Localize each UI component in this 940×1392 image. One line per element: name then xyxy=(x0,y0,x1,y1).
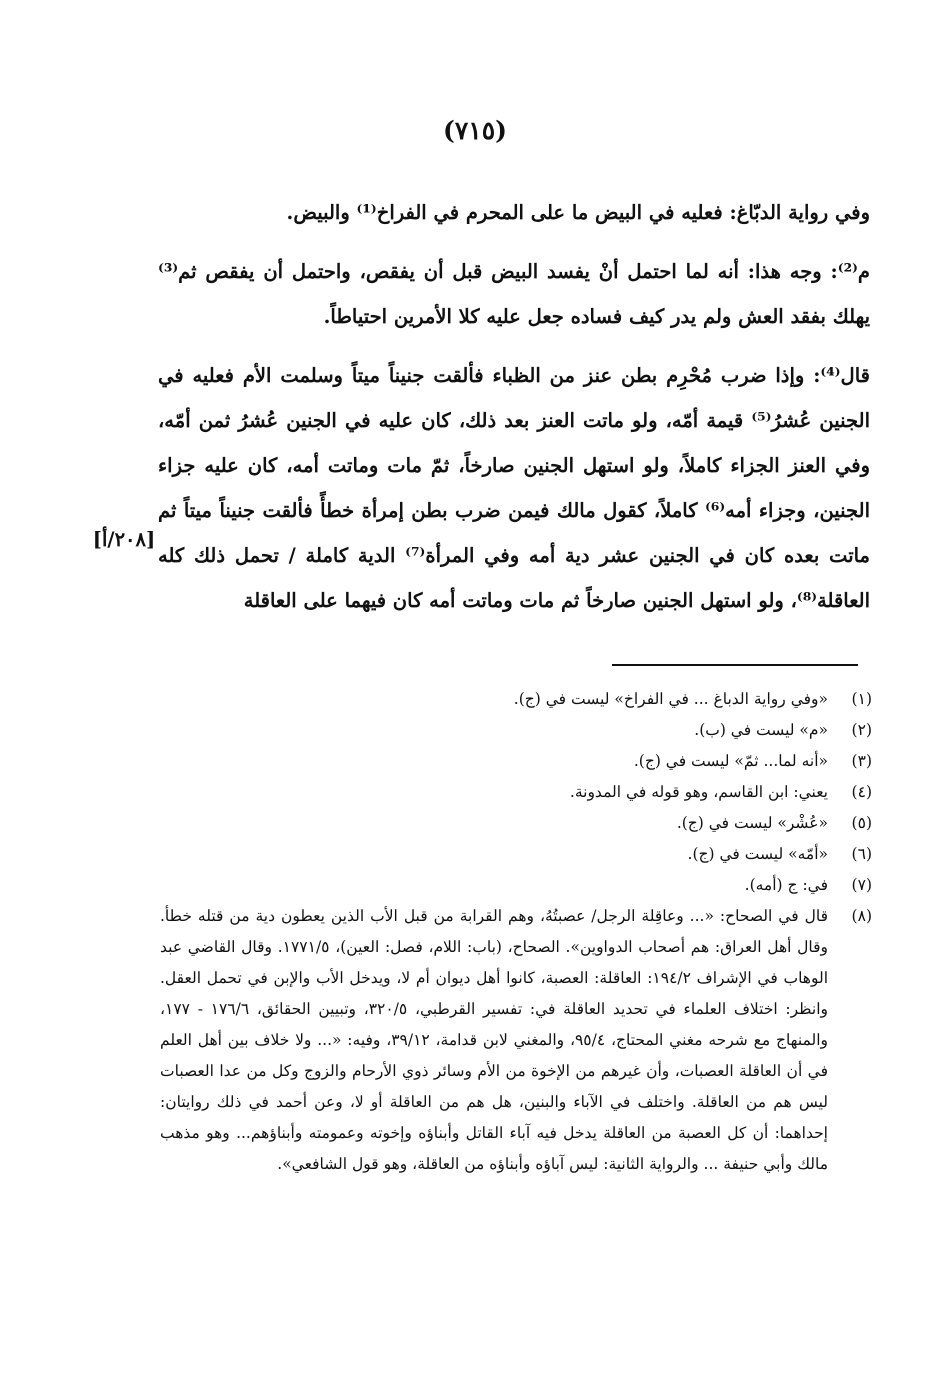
footnote-item xyxy=(160,870,872,901)
footnote-number: (٥) xyxy=(851,814,872,832)
footnote-text: «أمّه» ليست في (ج). xyxy=(687,845,828,863)
footnotes-list xyxy=(160,684,872,1180)
footnote-text: قال في الصحاح: «... وعاقِلة الرجل/ عصبتُهُ، وهم القرابة من قبل الأب الذين يعطون دية من قتله خطأ. وقال أهل العراق: هم أصحاب الدواوين». الصحاح، (باب: اللام، فصل: العين)، ١٧٧١/٥. وقال القاضي عبد الوهاب في الإشراف ١٩٤/٢: العاقلة: العصبة، كانوا أهل ديوان أم لا، ويدخل الأب والإبن في تحمل العقل. وانظر: اختلاف العلماء في تحديد العاقلة في: تفسير القرطبي، ٣٢٠/٥، وتبيين الحقائق، ١٧٦/٦ - ١٧٧، والمنهاج مع شرحه مغني المحتاج، ٩٥/٤، والمغني لابن قدامة، ٣٩/١٢، وفيه: «... ولا خلاف بين أهل العلم في أن العاقلة العصبات، وأن غيرهم من الإخوة من الأم وسائر ذوي الأرحام والزوج وكل من عدا العصبات ليس هم من العاقلة. واختلف في الآباء والبنين، هل هم من العاقلة أو لا، وعن أحمد في ذلك روايتان: إحداهما: أن كل العصبة من العاقلة يدخل فيه آباء القاتل وأبناؤه وإخوته وعمومته وأبناؤهم... وهو مذهب مالك وأبي حنيفة ... والرواية الثانية: ليس آباؤه وأبناؤه من العاقلة، وهو قول الشافعي». xyxy=(160,907,828,1173)
footnote-text: «عُشْر» ليست في (ج). xyxy=(676,814,828,832)
footnote-text: «أنه لما... ثمّ» ليست في (ج). xyxy=(633,752,828,770)
footnote-text: في: ج (أمه). xyxy=(744,876,828,894)
footnote-item xyxy=(160,839,872,870)
footnote-number: (٤) xyxy=(851,783,872,801)
footnote-number: (٣) xyxy=(851,752,872,770)
manuscript-folio-marker: [٢٠٨/أ] xyxy=(92,528,156,551)
footnote-number: (٨) xyxy=(851,907,872,925)
footnote-item xyxy=(160,777,872,808)
footnote-item xyxy=(160,684,872,715)
main-text-body xyxy=(158,190,870,623)
footnote-item xyxy=(160,808,872,839)
footnote-number: (١) xyxy=(851,690,872,708)
footnote-text: «وفي رواية الدباغ ... في الفراخ» ليست في (ج). xyxy=(513,690,828,708)
footnote-item xyxy=(160,746,872,777)
page-number: (٧١٥) xyxy=(443,116,507,145)
footnote-item xyxy=(160,715,872,746)
footnote-separator xyxy=(612,664,858,666)
footnote-text: يعني: ابن القاسم، وهو قوله في المدونة. xyxy=(569,783,828,801)
footnote-number: (٦) xyxy=(851,845,872,863)
footnote-number: (٢) xyxy=(851,721,872,739)
footnote-number: (٧) xyxy=(851,876,872,894)
footnote-text: «م» ليست في (ب). xyxy=(694,721,828,739)
paragraph-explanation: م⁽²⁾: وجه هذا: أنه لما احتمل أنْ يفسد البيض قبل أن يفقص، واحتمل أن يفقص ثم⁽³⁾ يهلك بفقد العش ولم يدر كيف فساده جعل عليه كلا الأمرين احتياطاً. xyxy=(158,260,870,328)
footnote-item xyxy=(160,901,872,1180)
paragraph-gazelle-ruling: قال⁽⁴⁾: وإذا ضرب مُحْرِم بطن عنز من الظباء فألقت جنيناً ميتاً وسلمت الأم فعليه في الجنين عُشرُ⁽⁵⁾ قيمة أمّه، ولو ماتت العنز بعد ذلك، كان عليه في الجنين عُشرُ ثمن أمّه، وفي العنز الجزاء كاملاً، ولو استهل الجنين صارخاً، ثمّ مات وماتت أمه، كان عليه جزاء الجنين، وجزاء أمه⁽⁶⁾ كاملاً، كقول مالك فيمن ضرب بطن إمرأة خطأً فألقت جنيناً ميتاً ثم ماتت بعده كان في الجنين عشر دية أمه وفي المرأة⁽⁷⁾ الدية كاملة / تحمل ذلك كله العاقلة⁽⁸⁾، ولو استهل الجنين صارخاً ثم مات وماتت أمه كان فيهما على العاقلة xyxy=(158,364,871,612)
paragraph-dabbagh-narration: وفي رواية الدبّاغ: فعليه في البيض ما على المحرم في الفراخ⁽¹⁾ والبيض. xyxy=(286,201,870,224)
